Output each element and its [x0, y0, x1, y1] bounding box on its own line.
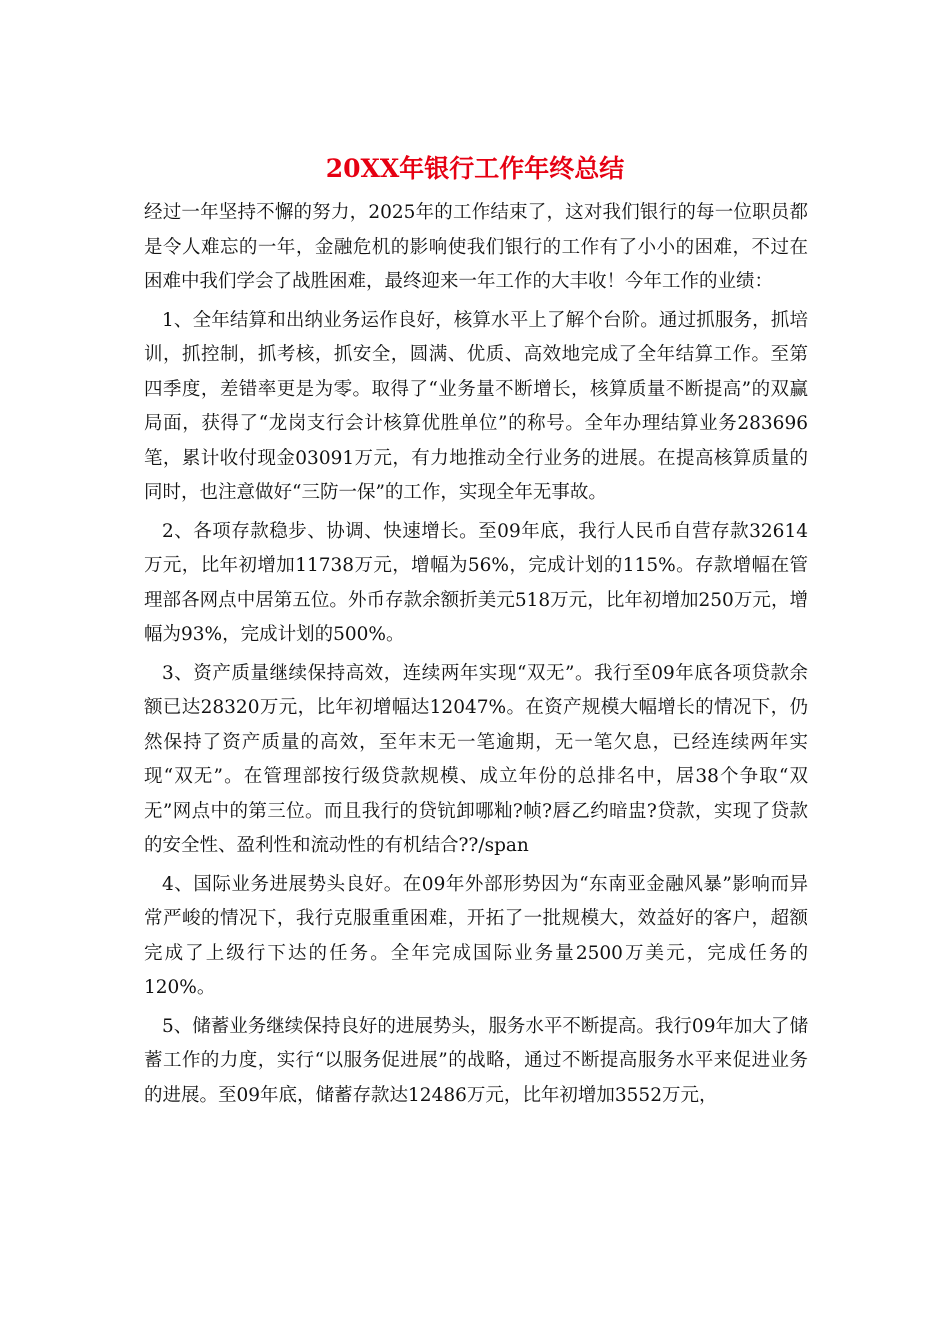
paragraph-asset-quality: 3、资产质量继续保持高效，连续两年实现“双无”。我行至09年底各项贷款余额已达28320万元，比年初增幅达12047%。在资产规模大幅增长的情况下，仍然保持了资产质量的高效，至年末无一笔逾期，无一笔欠息，已经连续两年实现“双无”。在管理部按行级贷款规模、成立年份的总排名中，居38个争取“双无”网点中的第三位。而且我行的贷钪卸哪籼?帧?唇乙约暗盅?贷款，实现了贷款的安全性、盈利性和流动性的有机结合??/span [144, 662, 808, 856]
paragraph-international: 4、国际业务进展势头良好。在09年外部形势因为“东南亚金融风暴”影响而异常严峻的情况下，我行克服重重困难，开拓了一批规模大，效益好的客户，超额完成了上级行下达的任务。全年完成国际业务量2500万美元，完成任务的120%。 [144, 873, 808, 998]
paragraph-deposits: 2、各项存款稳步、协调、快速增长。至09年底，我行人民币自营存款32614万元，比年初增加11738万元，增幅为56%，完成计划的115%。存款增幅在管理部各网点中居第五位。外币存款余额折美元518万元，比年初增加250万元，增幅为93%，完成计划的500%。 [144, 520, 808, 645]
paragraph-settlement: 1、全年结算和出纳业务运作良好，核算水平上了解个台阶。通过抓服务，抓培训，抓控制，抓考核，抓安全，圆满、优质、高效地完成了全年结算工作。至第四季度，差错率更是为零。取得了“业务量不断增长，核算质量不断提高”的双赢局面，获得了“龙岗支行会计核算优胜单位”的称号。全年办理结算业务283696笔，累计收付现金03091万元，有力地推动全行业务的进展。在提高核算质量的同时，也注意做好“三防一保”的工作，实现全年无事故。 [144, 309, 808, 503]
intro-paragraph: 经过一年坚持不懈的努力，2025年的工作结束了，这对我们银行的每一位职员都是令人难忘的一年，金融危机的影响使我们银行的工作有了小小的困难，不过在困难中我们学会了战胜困难，最终迎来一年工作的大丰收！今年工作的业绩： [144, 202, 808, 292]
document-body [144, 196, 808, 1113]
document-title: 20XX年银行工作年终总结 [325, 154, 625, 183]
paragraph-savings: 5、储蓄业务继续保持良好的进展势头，服务水平不断提高。我行09年加大了储蓄工作的力度，实行“以服务促进展”的战略，通过不断提高服务水平来促进业务的进展。至09年底，储蓄存款达12486万元，比年初增加3552万元， [144, 1015, 808, 1106]
